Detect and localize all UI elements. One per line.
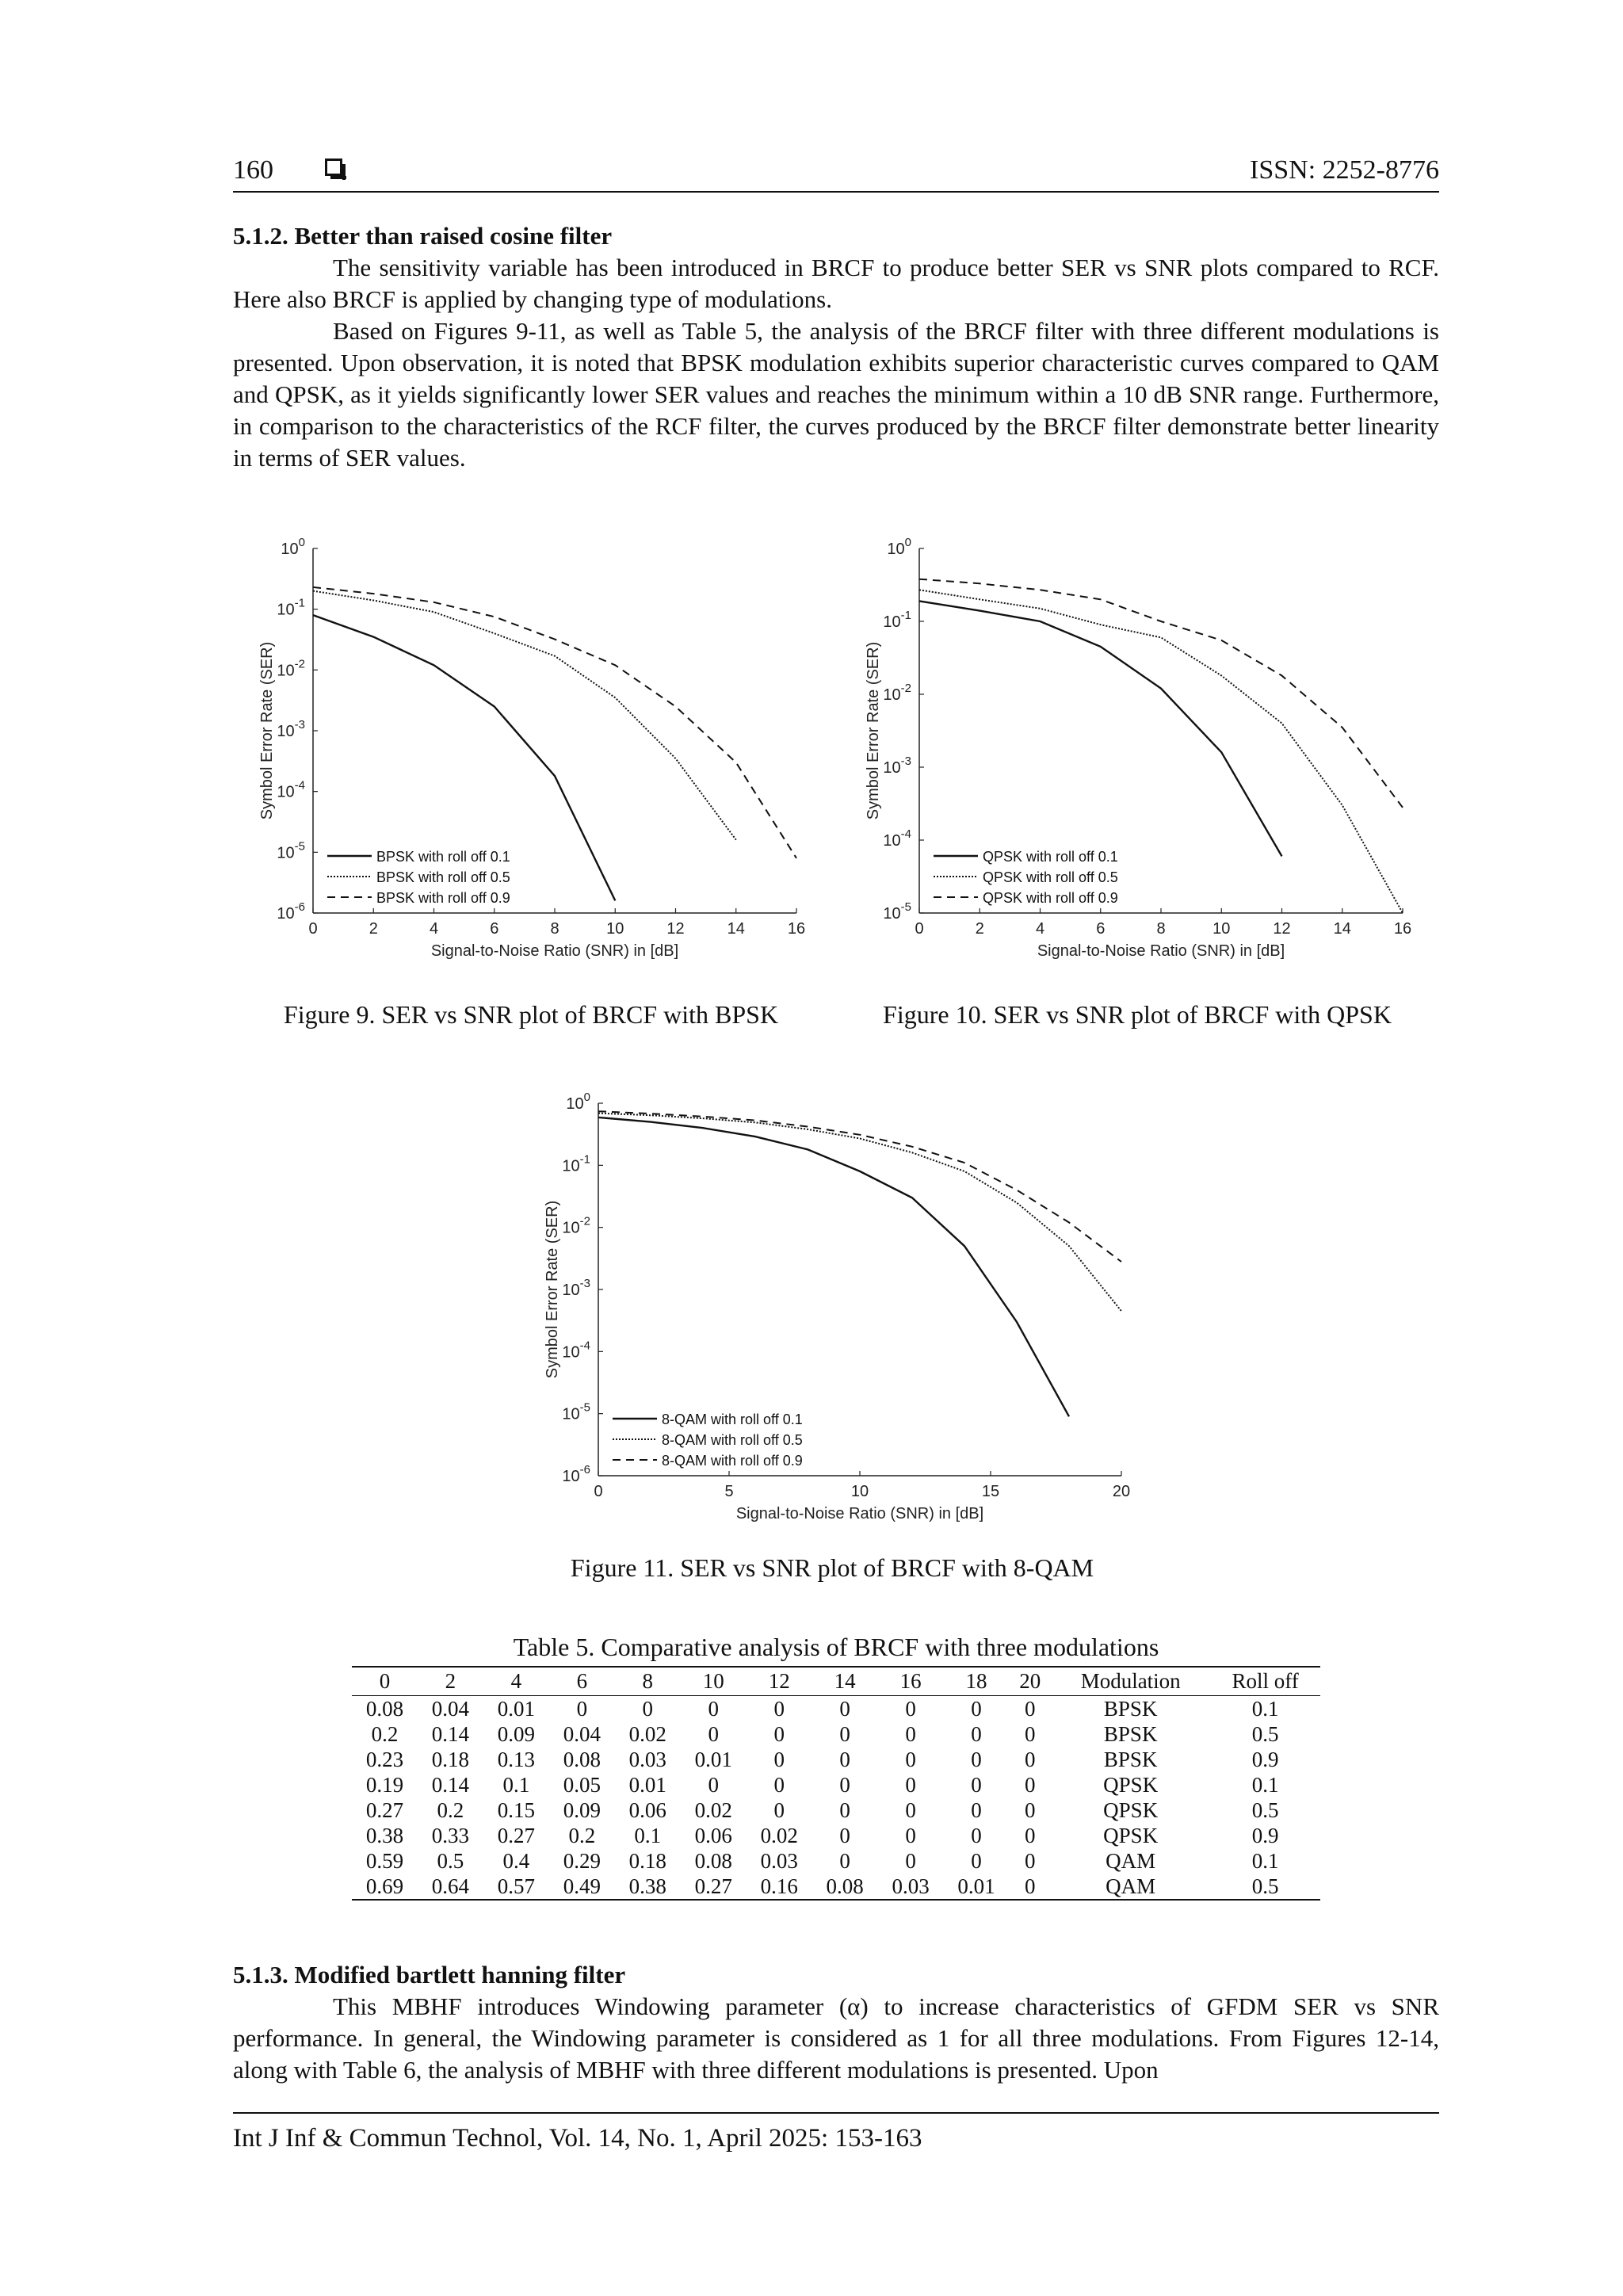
table-cell: 0.02 bbox=[694, 1797, 732, 1822]
table-cell: 0 bbox=[905, 1772, 916, 1797]
table-cell: QPSK bbox=[1103, 1772, 1159, 1797]
table-cell: 0 bbox=[971, 1747, 982, 1771]
y-axis-label: Symbol Error Rate (SER) bbox=[258, 641, 276, 820]
y-tick-label: $10^{-2}$ bbox=[883, 682, 911, 704]
y-tick-label: $10^{-1}$ bbox=[277, 596, 305, 619]
table-cell: 0.9 bbox=[1251, 1823, 1279, 1847]
table-cell: 0.02 bbox=[760, 1823, 798, 1847]
page-number: 160 bbox=[233, 155, 273, 185]
y-tick-label: $10^0$ bbox=[887, 536, 911, 558]
x-tick-label: 0 bbox=[915, 920, 924, 938]
figure-11-caption: Figure 11. SER vs SNR plot of BRCF with 8-QAM bbox=[570, 1553, 1094, 1582]
table-cell: 0.49 bbox=[549, 1874, 615, 1900]
table-cell: 0.04 bbox=[563, 1721, 601, 1746]
table-cell: 0.59 bbox=[365, 1848, 404, 1873]
table-cell: 0.06 bbox=[628, 1797, 666, 1822]
legend-label: QPSK with roll off 0.5 bbox=[983, 869, 1118, 885]
table-cell: 0 bbox=[1025, 1721, 1036, 1746]
y-tick-label: $10^{-3}$ bbox=[562, 1277, 590, 1299]
x-tick-label: 12 bbox=[1273, 920, 1291, 938]
legend-label: BPSK with roll off 0.1 bbox=[376, 849, 510, 865]
table-cell: 0 bbox=[708, 1696, 719, 1721]
table-cell: 0.69 bbox=[352, 1874, 418, 1900]
table-cell: 0 bbox=[773, 1721, 785, 1746]
x-tick-label: 4 bbox=[1035, 920, 1045, 938]
y-tick-label: $10^{-1}$ bbox=[883, 609, 911, 631]
table-cell: 0 bbox=[971, 1797, 982, 1822]
x-tick-label: 4 bbox=[429, 920, 439, 938]
table-cell: 0 bbox=[773, 1696, 785, 1721]
legend-label: QPSK with roll off 0.1 bbox=[983, 849, 1118, 865]
table-cell: BPSK bbox=[1103, 1747, 1158, 1771]
table-cell: 0 bbox=[708, 1772, 719, 1797]
x-tick-label: 2 bbox=[975, 920, 984, 938]
y-tick-label: $10^{-1}$ bbox=[562, 1152, 590, 1175]
y-tick-label: $10^{-6}$ bbox=[562, 1463, 590, 1485]
table-cell: 0 bbox=[971, 1696, 982, 1721]
legend-label: BPSK with roll off 0.9 bbox=[376, 890, 510, 906]
table-row bbox=[352, 1874, 1320, 1900]
series-line bbox=[919, 601, 1282, 856]
paragraph: This MBHF introduces Windowing parameter (α) to increase characteristics of GFDM SER vs SNR performance. In general, the Windowing parameter is considered as 1 for all three modulations. From Figures 12-14, along with Table 6, the analysis of MBHF with three different modulations is presented. Upon bbox=[233, 1992, 1439, 2084]
table-cell: 0.03 bbox=[628, 1747, 666, 1771]
table-cell: 0 bbox=[773, 1747, 785, 1771]
table-cell: 0.38 bbox=[615, 1874, 681, 1900]
y-tick-label: $10^{-3}$ bbox=[883, 755, 911, 777]
table-row bbox=[352, 1772, 1320, 1797]
table-cell: 0.08 bbox=[365, 1696, 404, 1721]
x-tick-label: 15 bbox=[981, 1483, 1000, 1500]
y-tick-label: $10^{-3}$ bbox=[277, 718, 305, 740]
table-header-cell: 8 bbox=[615, 1667, 681, 1696]
table-cell: 0.15 bbox=[497, 1797, 535, 1822]
x-tick-label: 6 bbox=[490, 920, 499, 938]
table-cell: 0.2 bbox=[437, 1797, 464, 1822]
table-cell: 0 bbox=[1025, 1696, 1036, 1721]
y-tick-label: $10^{-4}$ bbox=[883, 827, 911, 850]
figure-9-chart bbox=[238, 531, 824, 975]
table-row bbox=[352, 1747, 1320, 1772]
x-tick-label: 10 bbox=[850, 1483, 869, 1500]
table-cell: 0 bbox=[642, 1696, 654, 1721]
x-tick-label: 10 bbox=[1212, 920, 1231, 938]
y-tick-label: $10^{-4}$ bbox=[562, 1339, 590, 1362]
table-cell: 0.23 bbox=[365, 1747, 404, 1771]
y-tick-label: $10^{-5}$ bbox=[562, 1400, 590, 1423]
table-cell: 0 bbox=[839, 1696, 850, 1721]
section-title-512: 5.1.2. Better than raised cosine filter bbox=[233, 222, 613, 250]
figure-9-caption: Figure 9. SER vs SNR plot of BRCF with BPSK bbox=[283, 1000, 779, 1029]
table-cell: 0.1 bbox=[1251, 1848, 1279, 1873]
table-cell: 0.08 bbox=[812, 1874, 878, 1900]
table-cell: 0 bbox=[839, 1797, 850, 1822]
table-row bbox=[352, 1797, 1320, 1823]
x-tick-label: 10 bbox=[606, 920, 624, 938]
table-header-cell: 12 bbox=[747, 1667, 812, 1696]
table-cell: 0.27 bbox=[365, 1797, 404, 1822]
y-tick-label: $10^{-5}$ bbox=[277, 839, 305, 862]
table-cell: 0.29 bbox=[563, 1848, 601, 1873]
paragraph: Based on Figures 9-11, as well as Table 5, the analysis of the BRCF filter with three different modulations is presented. Upon observation, it is noted that BPSK modulation exhibits superior characteristic curves compared to QAM and QPSK, as it yields significantly lower SER values and reaches the minimum within a 10 dB SNR range. Furthermore, in comparison to the characteristics of the RCF filter, the curves produced by the BRCF filter demonstrate better linearity in terms of SER values. bbox=[233, 317, 1439, 472]
table-cell: 0.2 bbox=[371, 1721, 399, 1746]
table-cell: BPSK bbox=[1103, 1721, 1158, 1746]
header-rule bbox=[233, 191, 1439, 193]
table-cell: 0 bbox=[971, 1823, 982, 1847]
table-cell: 0.18 bbox=[628, 1848, 666, 1873]
legend-label: 8-QAM with roll off 0.5 bbox=[662, 1432, 803, 1448]
y-tick-label: $10^0$ bbox=[566, 1091, 590, 1113]
table-cell: 0 bbox=[905, 1721, 916, 1746]
table-cell: BPSK bbox=[1103, 1696, 1158, 1721]
table-cell: 0.18 bbox=[431, 1747, 470, 1771]
table-cell: 0.14 bbox=[431, 1772, 470, 1797]
y-tick-label: $10^{-4}$ bbox=[277, 778, 305, 801]
table-header-row bbox=[352, 1667, 1320, 1696]
table-cell: 0.5 bbox=[1251, 1797, 1279, 1822]
y-tick-label: $10^{-2}$ bbox=[562, 1214, 590, 1237]
y-tick-label: $10^{-2}$ bbox=[277, 657, 305, 680]
table-cell: 0.09 bbox=[497, 1721, 535, 1746]
x-tick-label: 0 bbox=[594, 1483, 603, 1500]
legend-label: 8-QAM with roll off 0.1 bbox=[662, 1412, 803, 1427]
x-tick-label: 8 bbox=[550, 920, 559, 938]
table-cell: 0.19 bbox=[365, 1772, 404, 1797]
table-cell: 0 bbox=[576, 1696, 588, 1721]
table-cell: 0.1 bbox=[502, 1772, 530, 1797]
table-header-cell: 6 bbox=[549, 1667, 615, 1696]
legend-label: BPSK with roll off 0.5 bbox=[376, 869, 510, 885]
table-header-cell: 10 bbox=[681, 1667, 747, 1696]
table-cell: 0.64 bbox=[418, 1874, 483, 1900]
section-513-body bbox=[233, 1991, 1439, 2086]
table-cell: 0.5 bbox=[1210, 1874, 1320, 1900]
table-cell: 0.05 bbox=[563, 1772, 601, 1797]
table-header-cell: 0 bbox=[352, 1667, 418, 1696]
table-cell: 0 bbox=[1010, 1874, 1052, 1900]
table-cell: 0.33 bbox=[431, 1823, 470, 1847]
table-cell: 0 bbox=[905, 1696, 916, 1721]
table-cell: QPSK bbox=[1103, 1823, 1159, 1847]
series-line bbox=[598, 1117, 1069, 1416]
table-cell: QAM bbox=[1106, 1848, 1156, 1873]
table-cell: 0 bbox=[839, 1721, 850, 1746]
table-cell: 0.02 bbox=[628, 1721, 666, 1746]
x-tick-label: 0 bbox=[308, 920, 318, 938]
square-bullet-icon bbox=[325, 159, 342, 176]
table-cell: QAM bbox=[1051, 1874, 1210, 1900]
table-cell: 0 bbox=[971, 1772, 982, 1797]
table-cell: 0 bbox=[839, 1848, 850, 1873]
x-tick-label: 16 bbox=[1393, 920, 1412, 938]
figure-10-chart bbox=[844, 531, 1430, 975]
footer-rule bbox=[233, 2112, 1439, 2114]
table-cell: 0.1 bbox=[634, 1823, 662, 1847]
series-line bbox=[598, 1114, 1121, 1312]
table-cell: 0.5 bbox=[437, 1848, 464, 1873]
x-axis-label: Signal-to-Noise Ratio (SNR) in [dB] bbox=[1037, 942, 1285, 960]
table-cell: 0.13 bbox=[497, 1747, 535, 1771]
y-axis-label: Symbol Error Rate (SER) bbox=[544, 1200, 561, 1379]
table-cell: 0.01 bbox=[694, 1747, 732, 1771]
table-header-cell: 20 bbox=[1010, 1667, 1052, 1696]
table-cell: 0 bbox=[839, 1823, 850, 1847]
figure-10-caption: Figure 10. SER vs SNR plot of BRCF with QPSK bbox=[883, 1000, 1392, 1029]
table-cell: 0 bbox=[1025, 1772, 1036, 1797]
table-cell: 0.2 bbox=[568, 1823, 596, 1847]
table-cell: 0 bbox=[905, 1848, 916, 1873]
table-header-cell: 2 bbox=[418, 1667, 483, 1696]
x-tick-label: 14 bbox=[727, 920, 745, 938]
x-tick-label: 2 bbox=[369, 920, 378, 938]
table-cell: 0 bbox=[905, 1747, 916, 1771]
table-header-cell: 14 bbox=[812, 1667, 878, 1696]
table-cell: QPSK bbox=[1103, 1797, 1159, 1822]
table-cell: 0.06 bbox=[694, 1823, 732, 1847]
table-header-cell: 18 bbox=[944, 1667, 1010, 1696]
table-cell: 0.03 bbox=[878, 1874, 944, 1900]
y-axis-label: Symbol Error Rate (SER) bbox=[865, 641, 882, 820]
x-tick-label: 20 bbox=[1112, 1483, 1131, 1500]
table-cell: 0 bbox=[971, 1848, 982, 1873]
table-cell: 0 bbox=[1025, 1848, 1036, 1873]
table-cell: 0.27 bbox=[497, 1823, 535, 1847]
table-cell: 0 bbox=[839, 1772, 850, 1797]
y-tick-label: $10^{-5}$ bbox=[883, 900, 911, 923]
x-tick-label: 16 bbox=[787, 920, 806, 938]
table-cell: 0 bbox=[708, 1721, 719, 1746]
table-cell: 0.08 bbox=[563, 1747, 601, 1771]
table-cell: 0.01 bbox=[628, 1772, 666, 1797]
y-tick-label: $10^{-6}$ bbox=[277, 900, 305, 923]
table-header-cell: 16 bbox=[878, 1667, 944, 1696]
figure-11-chart bbox=[523, 1086, 1149, 1538]
table-cell: 0.1 bbox=[1251, 1772, 1279, 1797]
table-cell: 0.03 bbox=[760, 1848, 798, 1873]
x-axis-label: Signal-to-Noise Ratio (SNR) in [dB] bbox=[735, 1505, 984, 1522]
table-5 bbox=[352, 1666, 1320, 1901]
table-cell: 0 bbox=[1025, 1797, 1036, 1822]
table-cell: 0.38 bbox=[365, 1823, 404, 1847]
y-tick-label: $10^0$ bbox=[281, 536, 305, 558]
x-tick-label: 5 bbox=[724, 1483, 734, 1500]
legend-label: QPSK with roll off 0.9 bbox=[983, 890, 1118, 906]
table-cell: 0 bbox=[839, 1747, 850, 1771]
section-title-513: 5.1.3. Modified bartlett hanning filter bbox=[233, 1961, 626, 1988]
table-cell: 0 bbox=[905, 1797, 916, 1822]
table-cell: 0 bbox=[1025, 1823, 1036, 1847]
legend-label: 8-QAM with roll off 0.9 bbox=[662, 1453, 803, 1469]
series-line bbox=[313, 587, 796, 858]
table-header-cell: 4 bbox=[483, 1667, 549, 1696]
paragraph: The sensitivity variable has been introduced in BRCF to produce better SER vs SNR plots compared to RCF. Here also BRCF is applied by changing type of modulations. bbox=[233, 254, 1439, 313]
table-cell: 0.27 bbox=[681, 1874, 747, 1900]
issn: ISSN: 2252-8776 bbox=[1250, 155, 1439, 185]
table-row bbox=[352, 1696, 1320, 1722]
table-cell: 0.08 bbox=[694, 1848, 732, 1873]
table-cell: 0.01 bbox=[497, 1696, 535, 1721]
x-tick-label: 6 bbox=[1096, 920, 1106, 938]
x-tick-label: 14 bbox=[1333, 920, 1351, 938]
table-cell: 0.09 bbox=[563, 1797, 601, 1822]
table-cell: 0.01 bbox=[944, 1874, 1010, 1900]
table-cell: 0 bbox=[773, 1797, 785, 1822]
table-cell: 0.1 bbox=[1251, 1696, 1279, 1721]
table-row bbox=[352, 1848, 1320, 1874]
series-line bbox=[598, 1111, 1121, 1262]
table-cell: 0 bbox=[773, 1772, 785, 1797]
table-cell: 0 bbox=[971, 1721, 982, 1746]
table-cell: 0 bbox=[905, 1823, 916, 1847]
table-5-caption: Table 5. Comparative analysis of BRCF with three modulations bbox=[513, 1633, 1159, 1661]
table-cell: 0.5 bbox=[1251, 1721, 1279, 1746]
footer-citation: Int J Inf & Commun Technol, Vol. 14, No. 1, April 2025: 153-163 bbox=[233, 2124, 922, 2153]
x-axis-label: Signal-to-Noise Ratio (SNR) in [dB] bbox=[430, 942, 679, 960]
table-header-cell: Modulation bbox=[1051, 1667, 1210, 1696]
table-cell: 0.04 bbox=[431, 1696, 470, 1721]
table-cell: 0.14 bbox=[431, 1721, 470, 1746]
table-row bbox=[352, 1721, 1320, 1747]
x-tick-label: 12 bbox=[666, 920, 685, 938]
table-cell: 0 bbox=[1025, 1747, 1036, 1771]
table-row bbox=[352, 1823, 1320, 1848]
table-cell: 0.57 bbox=[483, 1874, 549, 1900]
section-512-body bbox=[233, 252, 1439, 474]
table-cell: 0.16 bbox=[747, 1874, 812, 1900]
table-header-cell: Roll off bbox=[1210, 1667, 1320, 1696]
table-cell: 0.9 bbox=[1251, 1747, 1279, 1771]
table-cell: 0.4 bbox=[502, 1848, 530, 1873]
x-tick-label: 8 bbox=[1156, 920, 1166, 938]
